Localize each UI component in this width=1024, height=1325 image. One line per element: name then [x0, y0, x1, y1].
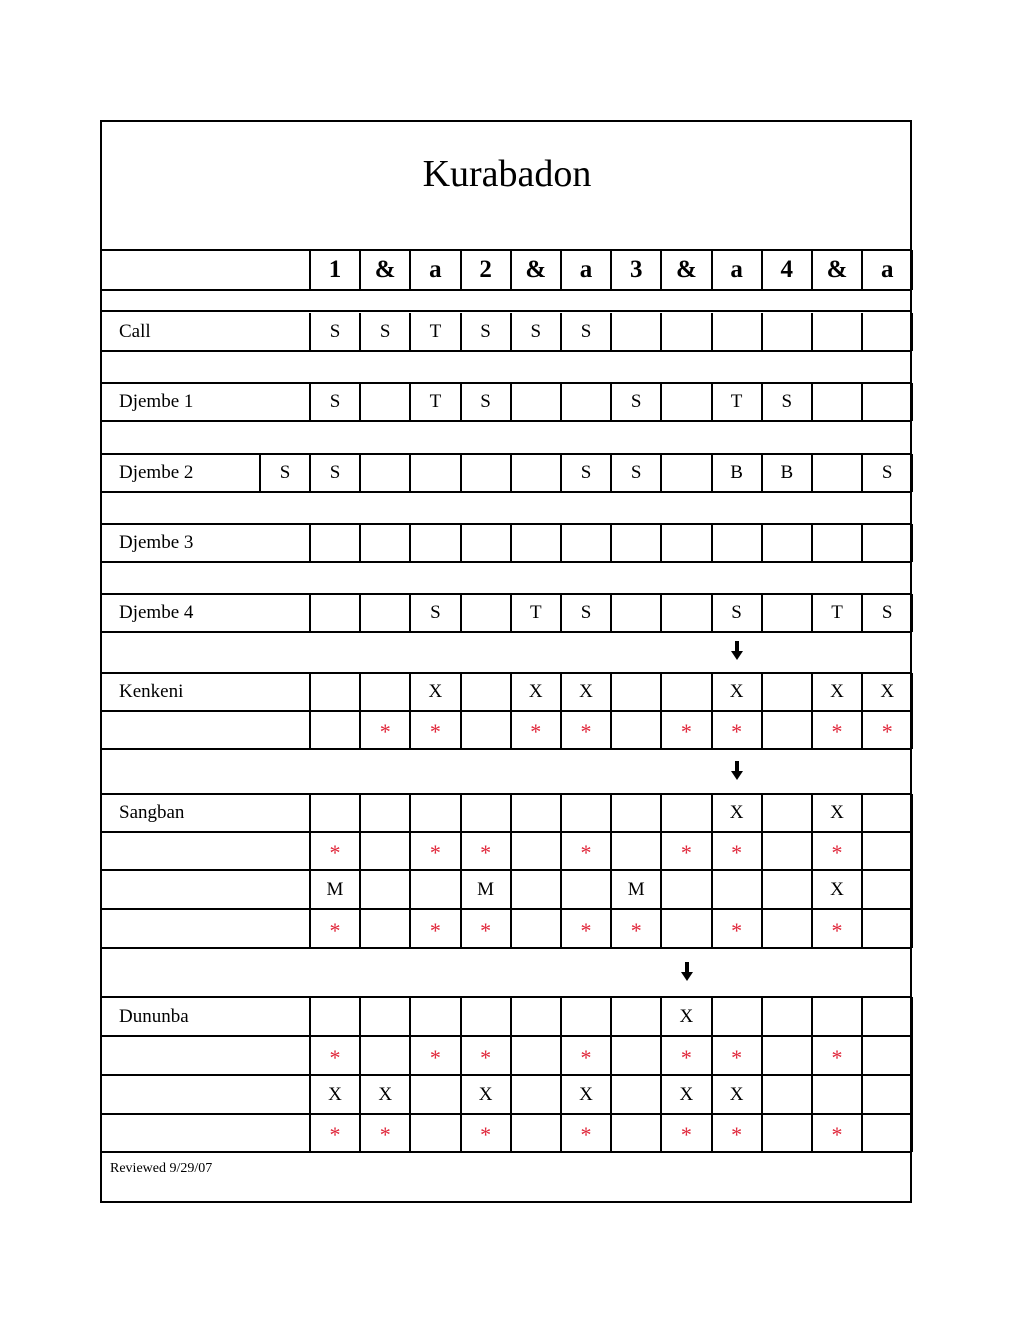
pickup-cell: S — [279, 462, 291, 483]
accent-star: * — [680, 840, 692, 865]
grid-line — [101, 869, 912, 871]
grid-line — [460, 794, 462, 832]
grid-line — [761, 313, 763, 351]
accent-star: * — [831, 719, 843, 744]
grid-line — [101, 908, 912, 910]
grid-line — [811, 997, 813, 1036]
accent-star: * — [831, 1122, 843, 1147]
stroke-cell: S — [630, 391, 642, 412]
accent-star: * — [731, 1044, 743, 1070]
beat-header: 3 — [629, 256, 643, 283]
grid-line — [560, 383, 562, 421]
stroke-cell: S — [731, 602, 742, 623]
grid-line — [711, 870, 713, 909]
accent-star: * — [480, 917, 492, 943]
grid-line — [460, 524, 462, 562]
grid-line — [560, 794, 562, 832]
stroke-cell: T — [831, 602, 843, 623]
grid-line — [101, 491, 912, 493]
accent-star: * — [329, 840, 341, 865]
beat-header: a — [579, 256, 593, 283]
grid-line — [100, 524, 102, 562]
accent-star: * — [580, 719, 592, 744]
grid-line — [560, 870, 562, 909]
beat-header: a — [880, 256, 894, 283]
arrow-down-icon — [680, 962, 694, 982]
grid-line — [409, 454, 411, 492]
beat-header: 1 — [328, 256, 342, 283]
reviewed-note: Reviewed 9/29/07 — [110, 1161, 213, 1176]
grid-line — [861, 997, 863, 1036]
grid-line — [409, 870, 411, 909]
accent-star: * — [580, 1122, 592, 1147]
grid-line — [101, 289, 912, 291]
grid-line — [911, 870, 913, 909]
grid-line — [560, 524, 562, 562]
stroke-cell: S — [580, 321, 592, 342]
grid-line — [100, 673, 102, 711]
grid-line — [711, 313, 713, 351]
accent-star: * — [680, 1044, 692, 1070]
accent-star: * — [580, 1044, 592, 1070]
grid-line — [309, 794, 311, 832]
grid-line — [101, 1113, 912, 1115]
stroke-cell: X — [830, 681, 844, 702]
accent-star: * — [731, 840, 743, 865]
grid-line — [100, 1036, 102, 1075]
grid-line — [409, 997, 411, 1036]
grid-line — [460, 454, 462, 492]
beat-header: a — [429, 256, 442, 283]
grid-line — [359, 997, 361, 1036]
grid-line — [660, 313, 662, 351]
row-label: Call — [119, 321, 151, 342]
grid-line — [101, 523, 912, 525]
grid-line — [101, 1151, 912, 1153]
grid-line — [100, 1114, 102, 1152]
grid-line — [861, 524, 863, 562]
grid-line — [100, 832, 102, 870]
grid-line — [309, 673, 311, 711]
grid-line — [101, 672, 912, 674]
grid-line — [309, 997, 311, 1036]
accent-star: * — [329, 1044, 341, 1070]
accent-star: * — [429, 840, 441, 865]
beat-header: 2 — [479, 256, 492, 283]
beat-header: & — [675, 256, 697, 283]
row-label: Dununba — [119, 1005, 189, 1027]
stroke-cell: B — [780, 462, 794, 483]
accent-star: * — [630, 917, 642, 943]
grid-line — [660, 594, 662, 632]
stroke-cell: M — [326, 878, 344, 900]
accent-star: * — [831, 1044, 843, 1070]
stroke-cell: T — [429, 321, 442, 342]
grid-line — [101, 350, 912, 352]
stroke-cell: M — [477, 878, 495, 900]
stroke-cell: X — [880, 681, 895, 702]
stroke-cell: X — [679, 1005, 694, 1027]
grid-line — [861, 1075, 863, 1114]
page-title: Kurabadon — [422, 153, 592, 195]
grid-line — [101, 382, 912, 384]
accent-star: * — [480, 840, 492, 865]
grid-line — [359, 794, 361, 832]
grid-line — [811, 313, 813, 351]
grid-line — [861, 383, 863, 421]
stroke-cell: X — [579, 681, 593, 702]
row-label: Djembe 3 — [119, 532, 194, 553]
stroke-cell: S — [881, 602, 893, 623]
accent-star: * — [480, 1122, 492, 1147]
stroke-cell: S — [580, 602, 592, 623]
grid-line — [911, 909, 913, 948]
grid-line — [101, 710, 912, 712]
accent-star: * — [731, 1122, 743, 1147]
stroke-cell: X — [830, 878, 844, 900]
grid-line — [101, 996, 912, 998]
grid-line — [911, 1114, 913, 1152]
grid-line — [100, 997, 102, 1036]
accent-star: * — [831, 840, 843, 865]
stroke-cell: S — [329, 391, 341, 412]
accent-star: * — [580, 840, 592, 865]
grid-line — [911, 1075, 913, 1114]
stroke-cell: X — [428, 681, 443, 702]
grid-line — [100, 1075, 102, 1114]
stroke-cell: X — [328, 1083, 342, 1105]
accent-star: * — [429, 917, 441, 943]
grid-line — [560, 997, 562, 1036]
accent-star: * — [731, 917, 743, 943]
accent-star: * — [379, 1122, 391, 1147]
accent-star: * — [680, 719, 692, 744]
grid-line — [911, 524, 913, 562]
grid-line — [100, 711, 102, 749]
stroke-cell: B — [730, 462, 743, 483]
grid-line — [811, 524, 813, 562]
beat-header: 4 — [780, 256, 794, 283]
grid-line — [660, 794, 662, 832]
grid-line — [101, 1074, 912, 1076]
stroke-cell: S — [379, 321, 391, 342]
accent-star: * — [429, 719, 441, 744]
stroke-cell: S — [329, 462, 341, 483]
grid-line — [101, 1035, 912, 1037]
accent-star: * — [329, 1122, 341, 1147]
stroke-cell: X — [579, 1083, 593, 1105]
grid-line — [100, 313, 102, 351]
stroke-cell: S — [630, 462, 642, 483]
grid-line — [510, 794, 512, 832]
grid-line — [100, 383, 102, 421]
accent-star: * — [580, 917, 592, 943]
grid-line — [610, 794, 612, 832]
grid-line — [861, 313, 863, 351]
stroke-cell: T — [429, 391, 442, 412]
stroke-cell: X — [729, 802, 744, 823]
grid-line — [610, 997, 612, 1036]
stroke-cell: X — [378, 1083, 393, 1105]
accent-star: * — [831, 917, 843, 943]
stroke-cell: S — [329, 321, 341, 342]
grid-line — [101, 793, 912, 795]
grid-line — [101, 310, 912, 312]
accent-star: * — [680, 1122, 692, 1147]
stroke-cell: S — [480, 391, 491, 412]
stroke-cell: S — [881, 462, 893, 483]
row-label: Kenkeni — [119, 681, 184, 702]
grid-line — [100, 594, 102, 632]
grid-line — [101, 831, 912, 833]
grid-line — [610, 524, 612, 562]
grid-line — [911, 313, 913, 351]
grid-line — [711, 524, 713, 562]
stroke-cell: T — [529, 602, 542, 623]
grid-line — [101, 947, 912, 949]
stroke-cell: X — [729, 1083, 744, 1105]
grid-line — [100, 794, 102, 832]
grid-line — [510, 997, 512, 1036]
accent-star: * — [480, 1044, 492, 1070]
beat-header: & — [525, 256, 547, 283]
grid-line — [761, 524, 763, 562]
grid-line — [359, 524, 361, 562]
stroke-cell: S — [781, 391, 793, 412]
grid-line — [409, 524, 411, 562]
grid-line — [761, 870, 763, 909]
grid-line — [911, 1036, 913, 1075]
grid-line — [811, 1075, 813, 1114]
grid-line — [101, 748, 912, 750]
row-label: Djembe 1 — [119, 391, 194, 412]
accent-star: * — [530, 719, 542, 744]
grid-line — [101, 593, 912, 595]
stroke-cell: X — [729, 681, 744, 702]
grid-line — [911, 832, 913, 870]
stroke-cell: T — [730, 391, 743, 412]
grid-line — [510, 524, 512, 562]
accent-star: * — [429, 1044, 441, 1070]
grid-line — [660, 673, 662, 711]
grid-line — [409, 794, 411, 832]
stroke-cell: M — [627, 878, 645, 900]
grid-line — [100, 454, 102, 492]
grid-line — [101, 631, 912, 633]
stroke-cell: X — [528, 681, 543, 702]
stroke-cell: X — [478, 1083, 493, 1105]
grid-line — [309, 524, 311, 562]
grid-line — [359, 673, 361, 711]
stroke-cell: S — [480, 321, 491, 342]
accent-star: * — [731, 719, 743, 744]
grid-line — [359, 594, 361, 632]
beat-header: a — [730, 256, 743, 283]
arrow-down-icon — [730, 641, 744, 661]
stroke-cell: S — [580, 462, 592, 483]
grid-line — [100, 909, 102, 948]
grid-line — [101, 420, 912, 422]
grid-line — [309, 594, 311, 632]
row-label: Djembe 4 — [119, 602, 194, 623]
grid-line — [660, 524, 662, 562]
grid-line — [101, 453, 912, 455]
accent-star: * — [881, 719, 893, 744]
grid-line — [911, 383, 913, 421]
beat-header: & — [374, 256, 396, 283]
stroke-cell: X — [679, 1083, 694, 1105]
grid-line — [510, 454, 512, 492]
grid-line — [101, 249, 912, 251]
arrow-down-icon — [730, 761, 744, 781]
grid-line — [911, 794, 913, 832]
row-label: Djembe 2 — [119, 462, 194, 483]
stroke-cell: S — [530, 321, 542, 342]
grid-line — [911, 997, 913, 1036]
stroke-cell: X — [830, 802, 844, 823]
accent-star: * — [329, 917, 341, 943]
accent-star: * — [379, 719, 391, 744]
grid-line — [101, 561, 912, 563]
grid-line — [460, 997, 462, 1036]
beat-header: & — [826, 256, 848, 283]
row-label: Sangban — [119, 802, 185, 823]
grid-line — [761, 997, 763, 1036]
stroke-cell: S — [430, 602, 441, 623]
grid-line — [100, 870, 102, 909]
grid-line — [309, 711, 311, 749]
